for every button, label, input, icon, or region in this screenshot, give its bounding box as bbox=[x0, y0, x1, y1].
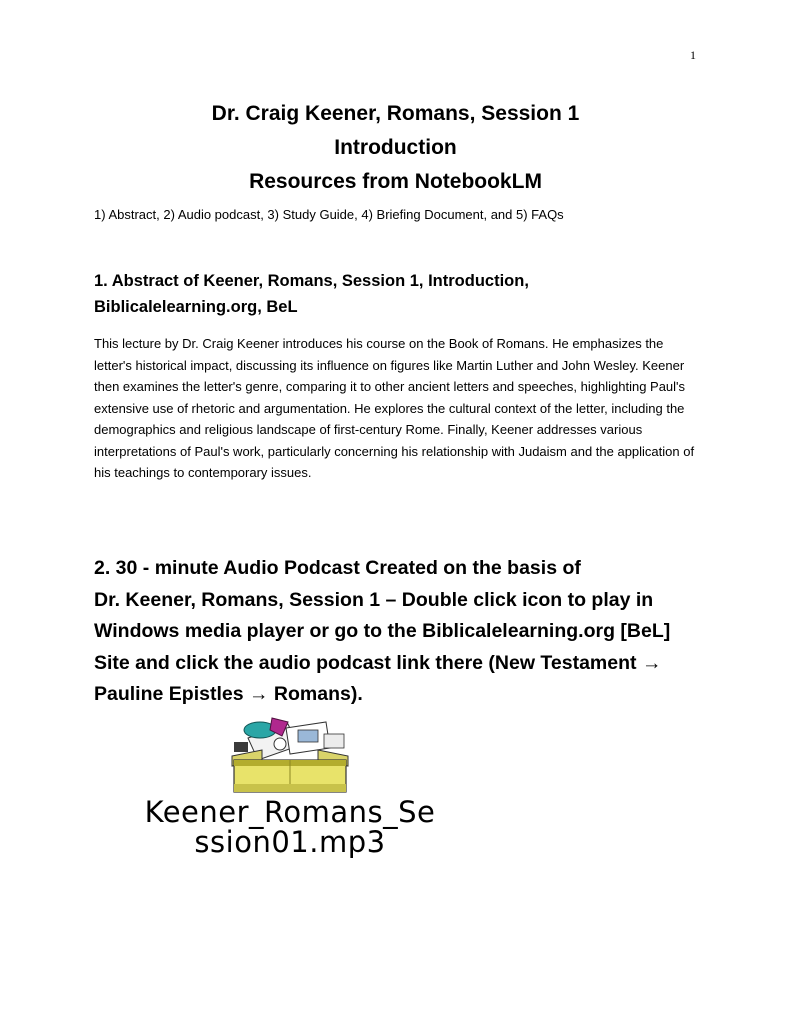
title-line-1: Dr. Craig Keener, Romans, Session 1 bbox=[211, 102, 580, 125]
package-icon-graphic bbox=[228, 716, 352, 794]
section-2-heading-line-4-text: Site and click the audio podcast link there (New Testament bbox=[94, 651, 642, 674]
abstract-paragraph: This lecture by Dr. Craig Keener introduces his course on the Book of Romans. He emphasizes the letter's historical impact, discussing its influence on figures like Martin Luther and John Wesley. Keener then examines the letter's genre, comparing it to other ancient letters and speeches, highlighting Paul's extensive use of rhetoric and argumentation. He explores the cultural context of the letter, including the demographics and religious landscape of first-century Rome. Finally, Keener addresses various interpretations of Paul's work, particularly concerning his relationship with Judaism and the application of his teachings to contemporary issues. bbox=[94, 336, 695, 480]
right-arrow-icon: → bbox=[248, 683, 269, 705]
section-1-heading bbox=[94, 268, 704, 320]
section-2-heading bbox=[94, 553, 724, 711]
section-2-heading-line-5 bbox=[94, 679, 724, 711]
section-1-heading-line-1: 1. Abstract of Keener, Romans, Session 1, Introduction, bbox=[94, 272, 529, 290]
right-arrow-icon: → bbox=[641, 651, 662, 674]
section-1-heading-line-2: Biblicalelearning.org, BeL bbox=[94, 298, 298, 316]
audio-file-name[interactable] bbox=[100, 797, 480, 857]
title-line-2: Introduction bbox=[334, 136, 457, 159]
section-2-heading-line-2: Dr. Keener, Romans, Session 1 – Double click icon to play in bbox=[94, 588, 654, 611]
audio-file-name-line-2: ssion01.mp3 bbox=[194, 825, 386, 859]
section-2-heading-line-5-text-a: Pauline Epistles bbox=[94, 683, 249, 705]
section-2-heading-line-4 bbox=[94, 648, 724, 680]
page-number: 1 bbox=[690, 48, 696, 62]
document-title bbox=[0, 97, 791, 199]
section-2-heading-line-5-text-b: Romans). bbox=[268, 683, 363, 705]
package-icon[interactable] bbox=[228, 716, 352, 794]
audio-file-name-line-1: Keener_Romans_Se bbox=[144, 795, 436, 829]
resources-list: 1) Abstract, 2) Audio podcast, 3) Study Guide, 4) Briefing Document, and 5) FAQs bbox=[94, 207, 564, 222]
section-2-heading-line-3: Windows media player or go to the Biblicalelearning.org [BeL] bbox=[94, 620, 671, 642]
title-line-3: Resources from NotebookLM bbox=[249, 170, 542, 193]
section-2-heading-line-1: 2. 30 - minute Audio Podcast Created on the basis of bbox=[94, 557, 581, 579]
